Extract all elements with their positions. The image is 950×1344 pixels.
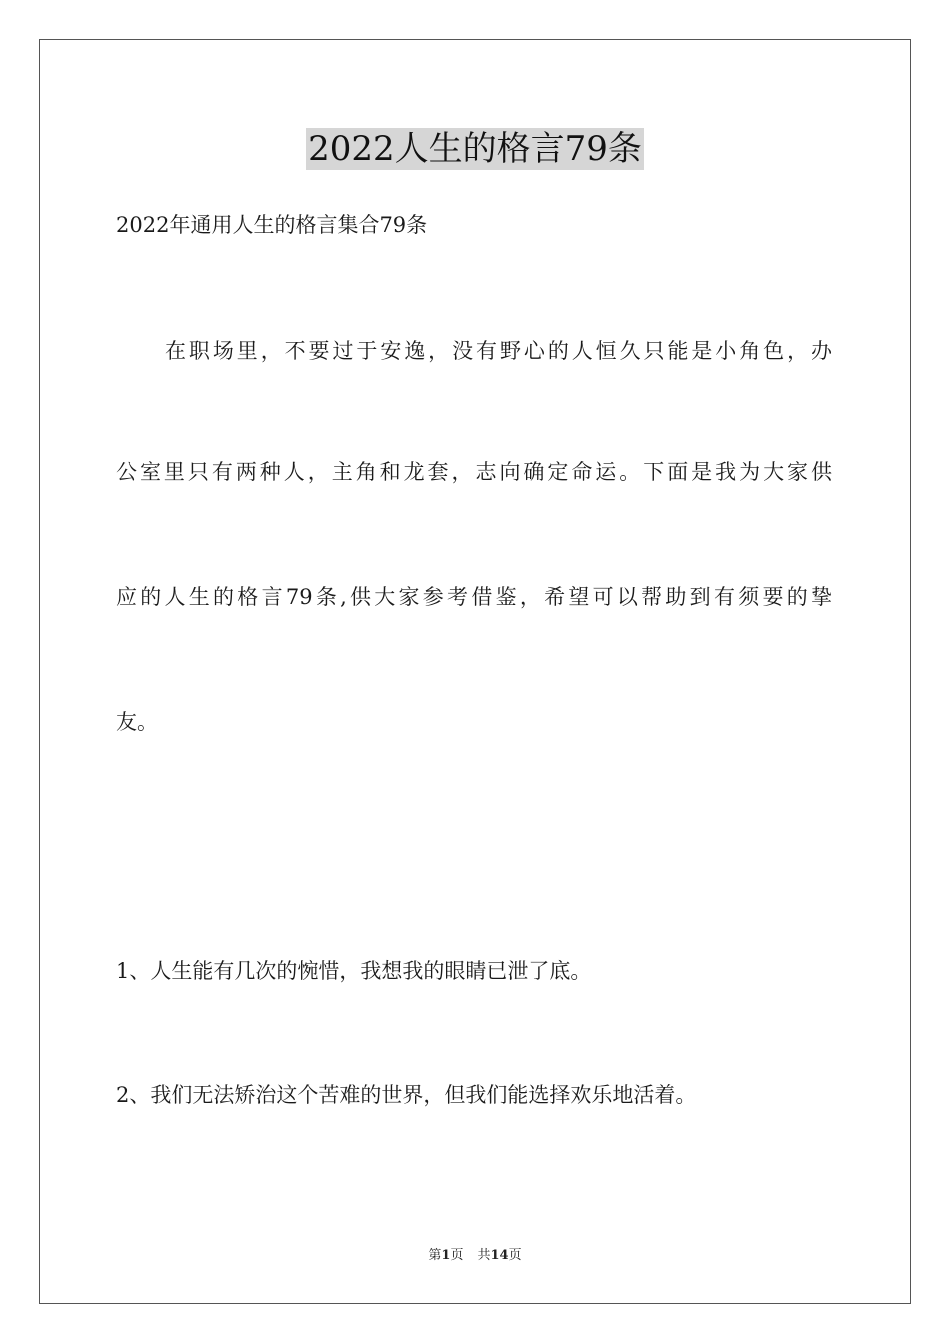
intro-line-3: 应的人生的格言79条,供大家参考借鉴，希望可以帮助到有须要的挚 xyxy=(116,585,832,609)
document-subtitle: 2022年通用人生的格言集合79条 xyxy=(116,213,428,237)
intro-line-4: 友。 xyxy=(116,710,158,734)
page-suffix: 页 xyxy=(450,1248,464,1263)
total-suffix: 页 xyxy=(508,1248,522,1263)
page-number: 1 xyxy=(441,1248,451,1263)
list-item-2: 2、我们无法矫治这个苦难的世界，但我们能选择欢乐地活着。 xyxy=(116,1083,697,1107)
page-prefix: 第 xyxy=(428,1248,442,1263)
title-container xyxy=(0,128,950,170)
intro-line-2: 公室里只有两种人，主角和龙套，志向确定命运。下面是我为大家供 xyxy=(116,460,832,484)
intro-line-1: 在职场里，不要过于安逸，没有野心的人恒久只能是小角色，办 xyxy=(165,339,832,363)
total-prefix: 共 xyxy=(477,1248,491,1263)
page-footer xyxy=(0,1247,950,1265)
total-pages: 14 xyxy=(490,1248,509,1263)
document-title: 2022人生的格言79条 xyxy=(308,129,642,169)
list-item-1: 1、人生能有几次的惋惜，我想我的眼睛已泄了底。 xyxy=(116,959,592,983)
